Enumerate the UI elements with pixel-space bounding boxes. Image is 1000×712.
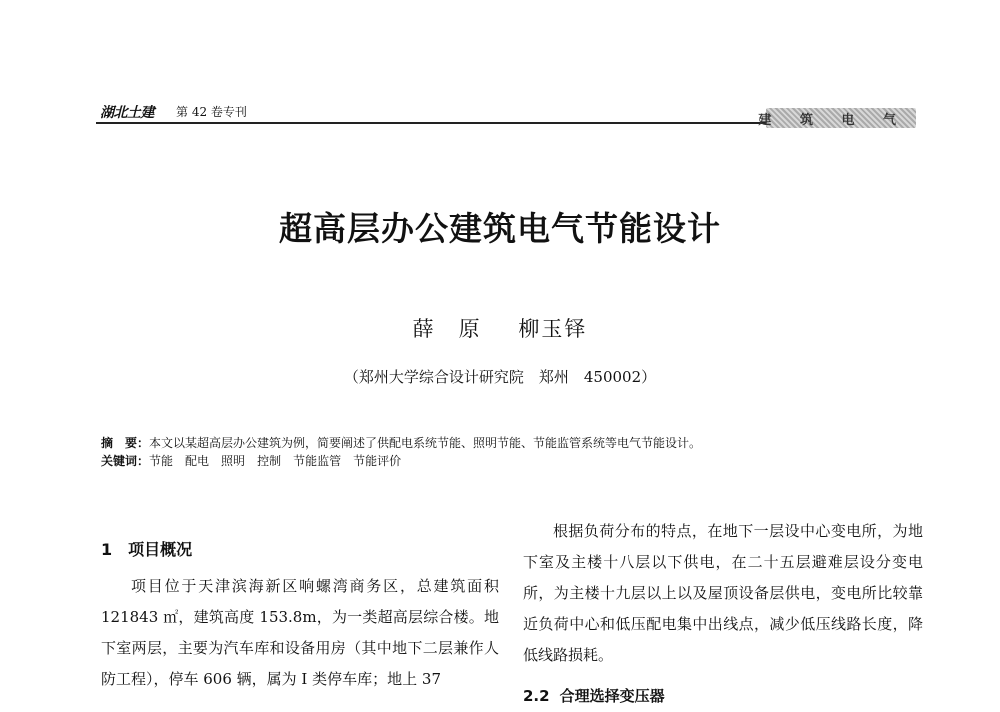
author-name: 薛 原 xyxy=(412,317,482,341)
keyword: 节能 xyxy=(149,454,174,468)
keyword: 节能监管 xyxy=(293,454,342,468)
abstract-line xyxy=(101,434,921,452)
paper-title: 超高层办公建筑电气节能设计 xyxy=(279,209,721,248)
left-column xyxy=(101,535,499,695)
abstract-label: 摘 要： xyxy=(101,436,150,450)
section-heading xyxy=(101,535,499,565)
subsection-heading xyxy=(523,681,923,712)
author-list xyxy=(0,313,1000,343)
journal-name: 湖北土建 xyxy=(100,105,154,121)
affiliation: （郑州大学综合设计研究院 郑州 450002） xyxy=(343,368,657,386)
keyword: 照明 xyxy=(221,454,246,468)
body-paragraph: 项目位于天津滨海新区响螺湾商务区，总建筑面积 121843 ㎡，建筑高度 153.8m，为一类超高层综合楼。地下室两层，主要为汽车库和设备用房（其中地下二层兼作人防工程），停车 606 辆，属为 Ⅰ 类停车库；地上 37 xyxy=(101,577,499,688)
right-column xyxy=(523,516,923,712)
author-name: 柳玉铎 xyxy=(518,317,588,341)
keywords-line xyxy=(101,452,921,470)
section-title: 项目概况 xyxy=(128,540,193,559)
keyword: 节能评价 xyxy=(353,454,402,468)
subsection-number: 2.2 xyxy=(523,687,550,705)
issue-label: 第 42 卷专刊 xyxy=(176,105,247,119)
keyword: 配电 xyxy=(185,454,210,468)
section-band-label: 建 筑 电 气 xyxy=(758,113,908,128)
section-number: 1 xyxy=(101,540,113,559)
abstract-block xyxy=(101,434,921,470)
body-paragraph: 根据负荷分布的特点，在地下一层设中心变电所，为地下室及主楼十八层以下供电，在二十五层避难层设分变电所，为主楼十九层以上以及屋顶设备层供电，变电所比较靠近负荷中心和低压配电集中出线点，减少低压线路长度，降低线路损耗。 xyxy=(523,522,923,664)
header-rule xyxy=(96,122,776,124)
subsection-title: 合理选择变压器 xyxy=(559,687,665,705)
running-header xyxy=(96,100,916,130)
keywords-label: 关键词： xyxy=(101,454,150,468)
abstract-text: 本文以某超高层办公建筑为例，简要阐述了供配电系统节能、照明节能、节能监管系统等电气节能设计。 xyxy=(149,436,702,450)
keyword: 控制 xyxy=(257,454,282,468)
